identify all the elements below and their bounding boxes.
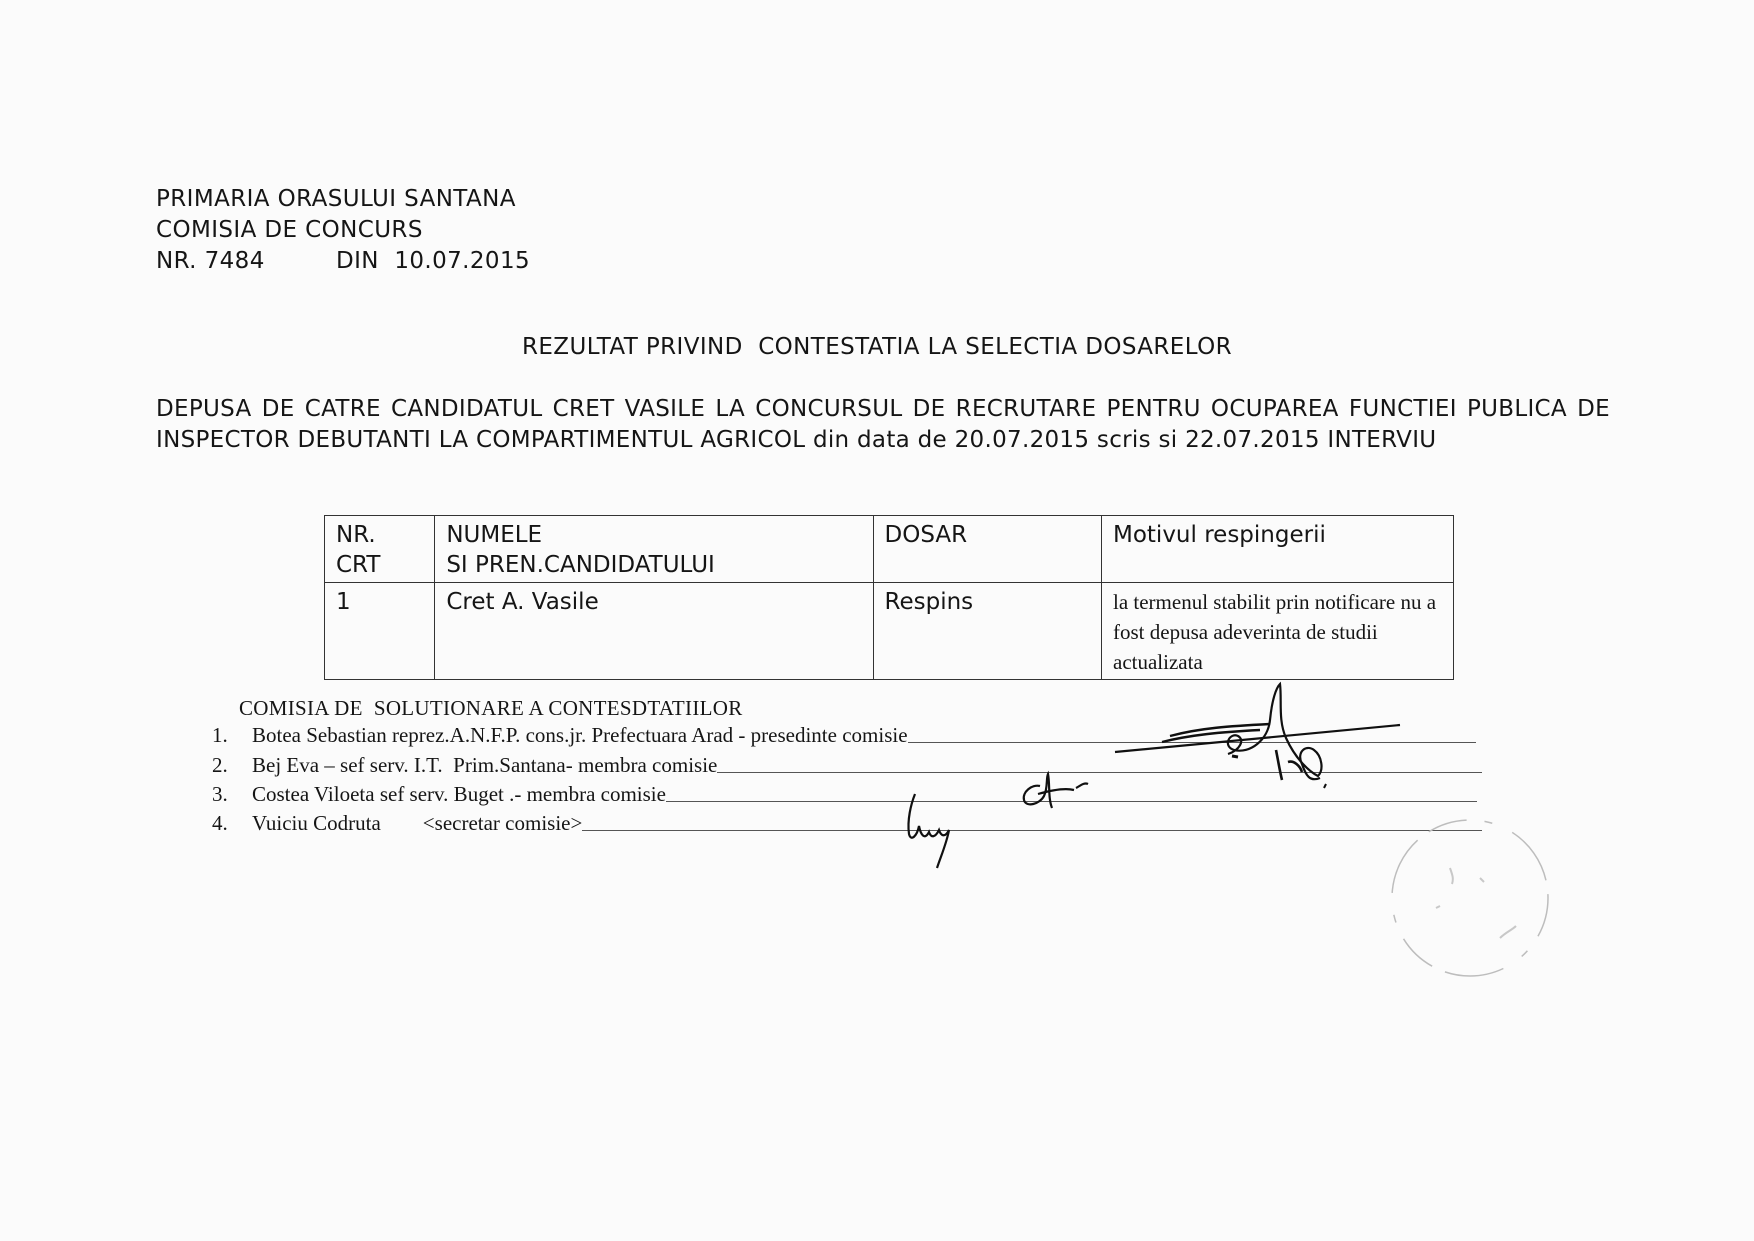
header-motiv: Motivul respingerii — [1102, 516, 1454, 583]
commission-member — [212, 808, 1482, 836]
member-text: Costea Viloeta sef serv. Buget .- membra comisie — [252, 782, 666, 806]
signature-member-3 — [895, 790, 975, 870]
header-name-line2: SI PREN.CANDIDATULUI — [446, 552, 715, 578]
header-candidate-name — [435, 516, 873, 583]
member-number: 2. — [212, 753, 228, 777]
member-text: Botea Sebastian reprez.A.N.F.P. cons.jr. Prefectuara Arad - presedinte comisie — [252, 723, 908, 747]
table-header-row — [325, 516, 1454, 583]
signature-line — [582, 830, 1482, 831]
member-number: 4. — [212, 811, 228, 835]
header-name-line1: NUMELE — [446, 522, 543, 548]
registration-line — [156, 246, 530, 277]
header-nr-line2: CRT — [336, 552, 381, 578]
member-text: Bej Eva – sef serv. I.T. Prim.Santana- membra comisie — [252, 753, 718, 777]
results-table — [324, 515, 1454, 680]
cell-motiv: la termenul stabilit prin notificare nu a fost depusa adeverinta de studii actualizata — [1102, 583, 1454, 680]
institution-name: PRIMARIA ORASULUI SANTANA — [156, 186, 516, 212]
commission-name: COMISIA DE CONCURS — [156, 217, 423, 243]
registration-date: DIN 10.07.2015 — [336, 248, 531, 274]
cell-nr: 1 — [325, 583, 435, 680]
document-header — [156, 184, 530, 277]
header-nr-crt — [325, 516, 435, 583]
commission-title: COMISIA DE SOLUTIONARE A CONTESDTATIILOR — [239, 696, 743, 720]
member-text: Vuiciu Codruta <secretar comisie> — [252, 811, 583, 835]
signature-president — [1110, 680, 1410, 790]
cell-dosar: Respins — [873, 583, 1101, 680]
header-dosar: DOSAR — [873, 516, 1101, 583]
member-number: 3. — [212, 782, 228, 806]
document-title: REZULTAT PRIVIND CONTESTATIA LA SELECTIA DOSARELOR — [521, 334, 1233, 360]
cell-candidate-name: Cret A. Vasile — [435, 583, 873, 680]
registration-number: NR. 7484 — [156, 248, 265, 274]
document-body-text: DEPUSA DE CATRE CANDIDATUL CRET VASILE LA CONCURSUL DE RECRUTARE PENTRU OCUPAREA FUNCTIEI PUBLICA DE INSPECTOR DEBUTANTI LA COMPARTIMENTUL AGRICOL din data de 20.07.2015 scris si 22.07.2015 INTERVIU — [156, 396, 1610, 453]
table-row — [325, 583, 1454, 680]
signature-member-2 — [1018, 768, 1118, 818]
member-number: 1. — [212, 723, 228, 747]
header-nr-line1: NR. — [336, 522, 376, 548]
official-stamp — [1380, 808, 1560, 988]
